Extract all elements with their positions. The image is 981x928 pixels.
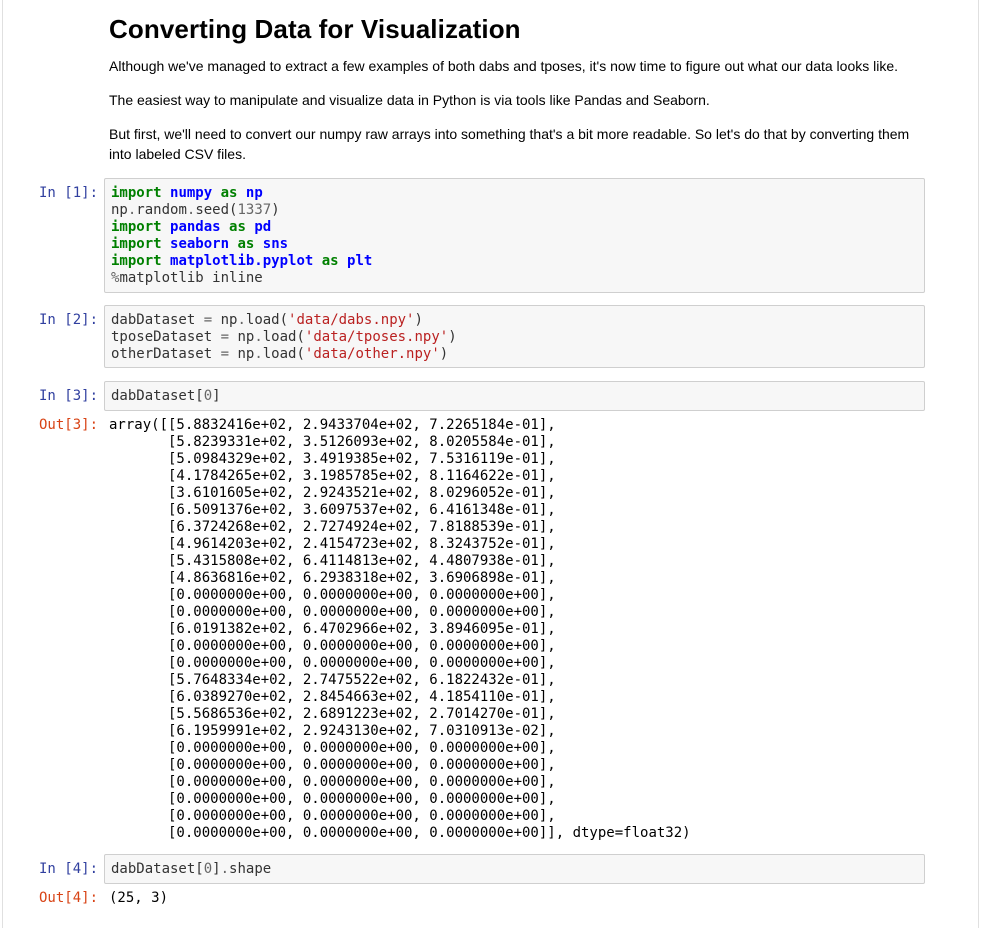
code-line: dabDataset[0].shape [111,861,272,877]
output-line: [0.0000000e+00, 0.0000000e+00, 0.0000000e+00], [109,774,556,790]
input-prompt: In [4]: [39,861,99,877]
paragraph-tools: The easiest way to manipulate and visualize data in Python is via tools like Pandas and Seaborn. [109,92,710,108]
output-line: [5.7648334e+02, 2.7475522e+02, 6.1822432e-01], [109,672,556,688]
output-line: [5.0984329e+02, 3.4919385e+02, 7.5316119e-01], [109,451,556,467]
output-line: [0.0000000e+00, 0.0000000e+00, 0.0000000e+00], [109,757,556,773]
code-line: %matplotlib inline [111,270,263,286]
output-line: [0.0000000e+00, 0.0000000e+00, 0.0000000e+00]], dtype=float32) [109,825,691,841]
code-line: import matplotlib.pyplot as plt [111,253,373,269]
input-prompt: In [1]: [39,185,99,201]
output-line: [6.1959991e+02, 2.9243130e+02, 7.0310913e-02], [109,723,556,739]
notebook-heading: Converting Data for Visualization [109,14,521,44]
code-line: otherDataset = np.load('data/other.npy') [111,346,449,362]
cell-output [109,417,929,842]
input-prompt: In [3]: [39,388,99,404]
code-editor[interactable] [111,388,924,405]
code-line: dabDataset = np.load('data/dabs.npy') [111,312,423,328]
markdown-paragraph [109,124,929,164]
output-line: [4.8636816e+02, 6.2938318e+02, 3.6906898e-01], [109,570,556,586]
paragraph-convert-line-1: But first, we'll need to convert our numpy raw arrays into something that's a bit more readable. So let's do that by converting them [109,126,910,142]
paragraph-convert-line-2: into labeled CSV files. [109,146,246,162]
output-line: [0.0000000e+00, 0.0000000e+00, 0.0000000e+00], [109,740,556,756]
output-line: [6.3724268e+02, 2.7274924e+02, 7.8188539e-01], [109,519,556,535]
output-line: [6.0191382e+02, 6.4702966e+02, 3.8946095e-01], [109,621,556,637]
cell-output [109,890,929,907]
output-line: [0.0000000e+00, 0.0000000e+00, 0.0000000e+00], [109,808,556,824]
code-line: np.random.seed(1337) [111,202,280,218]
output-line: [3.6101605e+02, 2.9243521e+02, 8.0296052e-01], [109,485,556,501]
paragraph-intro: Although we've managed to extract a few examples of both dabs and tposes, it's now time to figure out what our data looks like. [109,58,899,74]
output-line: [4.1784265e+02, 3.1985785e+02, 8.1164622e-01], [109,468,556,484]
output-line: [0.0000000e+00, 0.0000000e+00, 0.0000000e+00], [109,604,556,620]
output-line: [6.5091376e+02, 3.6097537e+02, 6.4161348e-01], [109,502,556,518]
output-line: [6.0389270e+02, 2.8454663e+02, 4.1854110e-01], [109,689,556,705]
code-editor[interactable] [111,861,924,878]
code-line: import pandas as pd [111,219,272,235]
output-line: [0.0000000e+00, 0.0000000e+00, 0.0000000e+00], [109,655,556,671]
output-prompt: Out[3]: [39,417,99,433]
code-line: dabDataset[0] [111,388,221,404]
input-prompt: In [2]: [39,312,99,328]
output-line: [0.0000000e+00, 0.0000000e+00, 0.0000000e+00], [109,638,556,654]
notebook-page [2,0,979,928]
output-line: [5.5686536e+02, 2.6891223e+02, 2.7014270e-01], [109,706,556,722]
output-line: [5.4315808e+02, 6.4114813e+02, 4.4807938e-01], [109,553,556,569]
output-line: (25, 3) [109,890,169,906]
code-editor[interactable] [111,185,924,287]
output-line: [5.8239331e+02, 3.5126093e+02, 8.0205584e-01], [109,434,556,450]
markdown-paragraph [109,56,929,76]
output-prompt: Out[4]: [39,890,99,906]
output-line: [4.9614203e+02, 2.4154723e+02, 8.3243752e-01], [109,536,556,552]
code-cell-input[interactable] [104,381,925,411]
output-line: [0.0000000e+00, 0.0000000e+00, 0.0000000e+00], [109,587,556,603]
output-line: array([[5.8832416e+02, 2.9433704e+02, 7.2265184e-01], [109,417,556,433]
markdown-cell[interactable] [109,14,929,45]
code-cell-input[interactable] [104,178,925,293]
code-line: tposeDataset = np.load('data/tposes.npy') [111,329,457,345]
code-cell-input[interactable] [104,854,925,884]
code-line: import numpy as np [111,185,263,201]
code-line: import seaborn as sns [111,236,289,252]
code-cell-input[interactable] [104,305,925,368]
output-line: [0.0000000e+00, 0.0000000e+00, 0.0000000e+00], [109,791,556,807]
markdown-paragraph [109,90,929,110]
code-editor[interactable] [111,312,924,363]
